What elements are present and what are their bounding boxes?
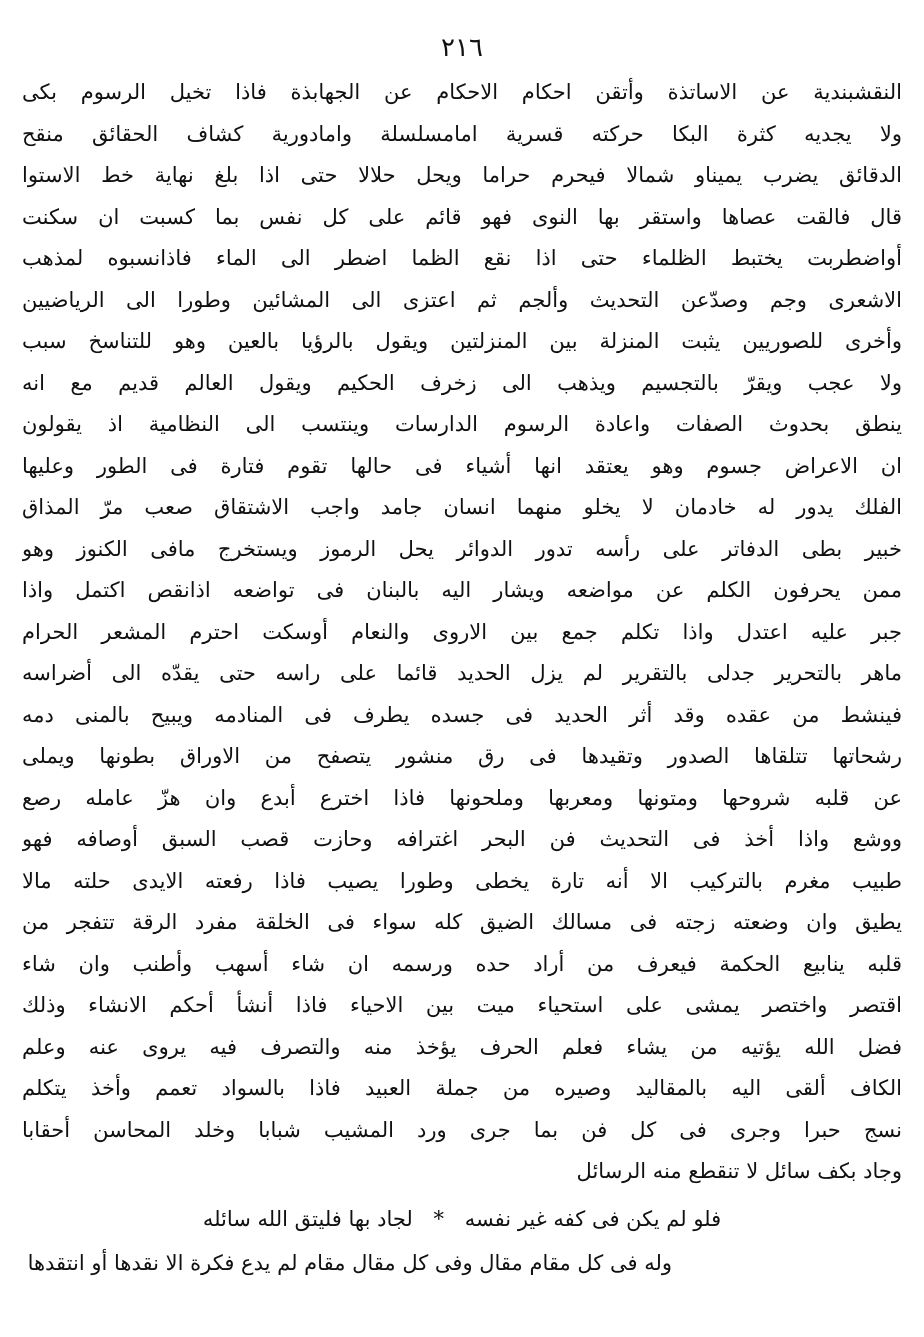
verse-second-hemistich: لجاد بها فليتق الله سائله — [202, 1206, 413, 1231]
text-line: رشحاتها تتلقاها الصدور وتقيدها فى رق منشور يتصفح من الاوراق بطونها ويملى — [22, 744, 902, 768]
text-line: أواضطربت يختبط الظلماء حتى اذا نقع الظما اضطر الى الماء فاذانسبوه لمذهب — [22, 246, 902, 270]
text-line: الدقائق يضرب يميناو شمالا فيحرم حراما ويحل حلالا حتى اذا بلغ نهاية خط الاستوا — [22, 163, 902, 187]
text-line: طبيب مغرم بالتركيب الا أنه تارة يخطى وطورا يصيب فاذا رفعته الايدى حلته مالا — [22, 868, 902, 893]
text-line: وجاد بكف سائل لا تنقطع منه الرسائل — [576, 1159, 902, 1183]
body-text — [22, 72, 902, 1193]
text-line: ماهر بالتحرير جدلى بالتقرير لم يزل الحديد قائما على راسه حتى يقدّه الى أضراسه — [22, 661, 902, 685]
text-line: النقشبندية عن الاساتذة وأتقن احكام الاحكام عن الجهابذة فاذا تخيل الرسوم بكى — [22, 80, 902, 104]
text-line: ولا عجب ويقرّ بالتجسيم ويذهب الى زخرف الحكيم ويقول العالم قديم مع انه — [22, 370, 902, 395]
text-line: ممن يحرفون الكلم عن مواضعه ويشار اليه بالبنان فى تواضعه اذانقص اكتمل واذا — [22, 578, 902, 602]
text-line: قال فالقت عصاها واستقر بها النوى فهو قائم على كل نفس بما كسبت ان سكنت — [22, 204, 902, 229]
text-line: خبير بطى الدفاتر على رأسه تدور الدوائر يحل الرموز ويستخرج مافى الكنوز وهو — [22, 536, 902, 561]
text-line: وأخرى للصوريين يثبت المنزلة بين المنزلتين ويقول بالرؤيا بالعين وهو للتناسخ سبب — [22, 329, 902, 353]
text-line: قلبه ينابيع الحكمة فيعرف من أراد حده ورسمه ان شاء أسهب وأطنب وان شاء — [22, 951, 902, 976]
text-line: فضل الله يؤتيه من يشاء فعلم الحرف يؤخذ منه والتصرف فيه يروى عنه وعلم — [22, 1034, 902, 1059]
text-line: ولا يجديه كثرة البكا حركته قسرية امامسلسلة وامادورية كشاف الحقائق منقح — [22, 121, 902, 146]
text-line: الفلك يدور له خادمان لا يخلو منهما انسان جامد واجب الاشتقاق صعب مرّ المذاق — [22, 495, 902, 519]
page-number: ٢١٦ — [441, 33, 483, 63]
text-line: ان الاعراض جسوم وهو يعتقد انها أشياء فى حالها تقوم فتارة فى الطور وعليها — [22, 453, 902, 478]
poetry-verse — [22, 1197, 902, 1241]
text-line: نسج حبرا وجرى فى كل فن بما جرى ورد المشيب شبابا وخلد المحاسن أحقابا — [22, 1117, 902, 1142]
text-line: ينطق بحدوث الصفات واعادة الرسوم الدارسات وينتسب الى النظامية اذ يقولون — [22, 412, 902, 436]
verse-first-hemistich: فلو لم يكن فى كفه غير نفسه — [464, 1206, 722, 1231]
text-line: عن قلبه شروحها ومتونها ومعربها وملحونها فاذا اخترع أبدع وان هزّ عامله رصع — [22, 785, 902, 810]
text-line: الكاف ألقى اليه بالمقاليد وصيره من جملة العبيد فاذا بالسواد تعمم وأخذ يتكلم — [22, 1076, 902, 1100]
text-line: اقتصر واختصر يمشى على استحياء ميت بين الاحياء فاذا أنشأ أحكم الانشاء وذلك — [22, 993, 902, 1017]
text-line: الاشعرى وجم وصدّعن التحديث وألجم ثم اعتزى الى المشائين وطورا الى الرياضيين — [22, 287, 902, 312]
text-line: يطيق وان وضعته زجته فى مسالك الضيق كله سواء فى الخلقة مفرد الرقة تتفجر من — [22, 910, 902, 934]
closing-line: وله فى كل مقام مقال وفى كل مقال مقام لم يدع فكرة الا نقدها أو انتقدها — [27, 1250, 672, 1275]
text-line: جبر عليه اعتدل واذا تكلم جمع بين الاروى والنعام أوسكت احترم المشعر الحرام — [22, 619, 902, 644]
text-line: ووشع واذا أخذ فى التحديث فن البحر اغترافه وحازت قصب السبق أوصافه فهو — [22, 827, 902, 851]
verse-separator: * — [433, 1206, 444, 1231]
text-line: فينشط من عقده وقد أثر الحديد فى جسده يطرف فى المنادمه ويبيح بالمنى دمه — [22, 702, 902, 727]
